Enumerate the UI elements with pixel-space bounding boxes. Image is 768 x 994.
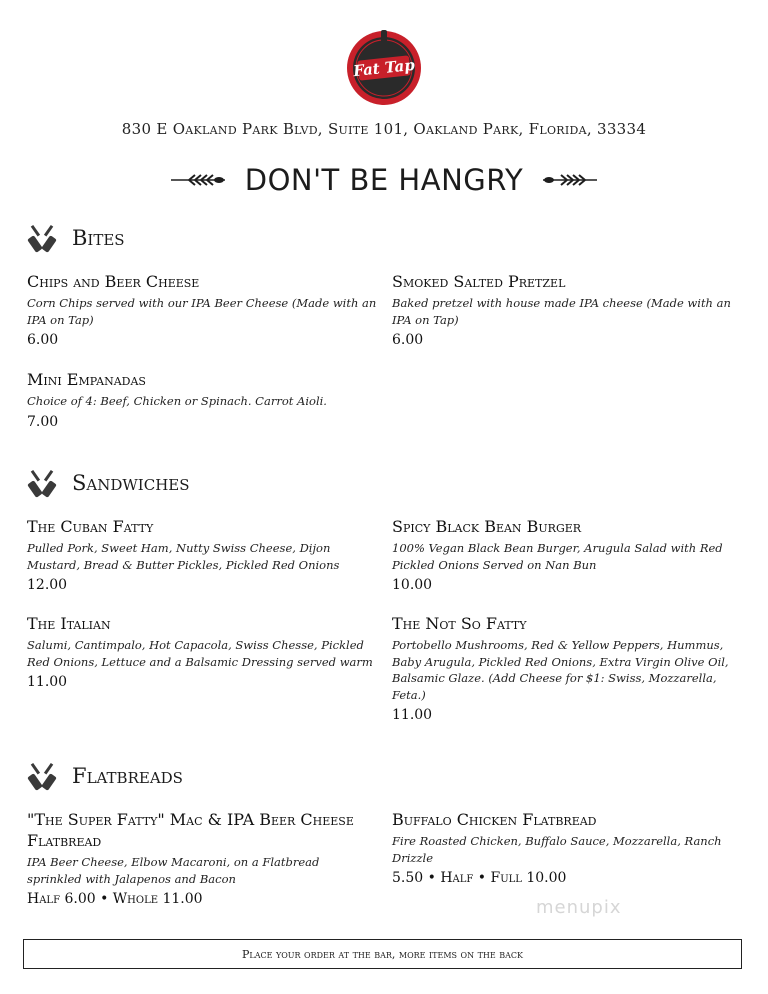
item-price: 10.00 [392, 577, 433, 593]
item-description: Pulled Pork, Sweet Ham, Nutty Swiss Cheese, Dijon Mustard, Bread & Butter Pickles, Pickled Red Onions [27, 541, 340, 572]
menu-item [392, 516, 744, 593]
wheat-icon [169, 172, 227, 188]
item-name: Spicy Black Bean Burger [392, 517, 582, 536]
item-description: Corn Chips served with our IPA Beer Cheese (Made with an IPA on Tap) [27, 296, 377, 327]
item-name: Smoked Salted Pretzel [392, 272, 566, 291]
logo-text: Fat Tap [352, 55, 416, 81]
item-name: The Italian [27, 614, 111, 633]
section-title: Bites [72, 226, 125, 250]
footer-text: Place your order at the bar, more items on the back [242, 947, 523, 961]
item-price: 11.00 [27, 674, 68, 690]
crossed-utensils-icon [26, 467, 58, 499]
headline-row [0, 160, 768, 200]
item-price: 7.00 [27, 413, 59, 430]
crossed-utensils-icon [26, 222, 58, 254]
item-name: Mini Empanadas [27, 370, 146, 389]
item-description: 100% Vegan Black Bean Burger, Arugula Salad with Red Pickled Onions Served on Nan Bun [392, 541, 723, 572]
item-description: Portobello Mushrooms, Red & Yellow Peppers, Hummus, Baby Arugula, Pickled Red Onions, Extra Virgin Olive Oil, Balsamic Glaze. (Add Cheese for $1: Swiss, Mozzarella, Feta.) [392, 638, 729, 702]
item-name: Chips and Beer Cheese [27, 272, 200, 291]
item-name: "The Super Fatty" Mac & IPA Beer Cheese Flatbread [27, 810, 354, 850]
item-name: The Cuban Fatty [27, 517, 154, 536]
item-price: 11.00 [392, 707, 433, 723]
item-description: Salumi, Cantimpalo, Hot Capacola, Swiss Chesse, Pickled Red Onions, Lettuce and a Balsamic Dressing served warm [27, 638, 373, 669]
item-description: Fire Roasted Chicken, Buffalo Sauce, Mozzarella, Ranch Drizzle [392, 834, 722, 865]
item-price: Half 6.00 • Whole 11.00 [27, 891, 203, 907]
section-header-sandwiches [26, 466, 190, 500]
menu-item [392, 809, 744, 886]
item-price: 5.50 • Half • Full 10.00 [392, 870, 567, 886]
item-name: The Not So Fatty [392, 614, 527, 633]
item-description: Choice of 4: Beef, Chicken or Spinach. Carrot Aioli. [27, 394, 327, 408]
section-header-bites [26, 221, 125, 255]
menu-item [27, 271, 387, 348]
item-price: 6.00 [27, 332, 59, 348]
menu-item [27, 613, 379, 690]
menu-item [392, 271, 744, 348]
section-title: Flatbreads [72, 764, 183, 788]
wheat-icon [541, 172, 599, 188]
crossed-utensils-icon [26, 760, 58, 792]
menu-item [27, 516, 379, 593]
section-header-flatbreads [26, 759, 183, 793]
section-title: Sandwiches [72, 471, 190, 495]
footer-notice [23, 939, 742, 969]
item-description: Baked pretzel with house made IPA cheese (Made with an IPA on Tap) [392, 296, 731, 327]
menu-item [27, 369, 387, 430]
menu-item [392, 613, 744, 723]
address: 830 E Oakland Park Blvd, Suite 101, Oakland Park, Florida, 33334 [121, 120, 647, 138]
fat-tap-logo [344, 28, 424, 108]
headline: DON'T BE HANGRY [244, 163, 524, 197]
menu-item [27, 809, 357, 907]
watermark: menupix [536, 897, 622, 918]
item-price: 12.00 [27, 577, 68, 593]
item-price: 6.00 [392, 332, 424, 348]
item-description: IPA Beer Cheese, Elbow Macaroni, on a Flatbread sprinkled with Jalapenos and Bacon [27, 855, 320, 886]
item-name: Buffalo Chicken Flatbread [392, 810, 597, 829]
